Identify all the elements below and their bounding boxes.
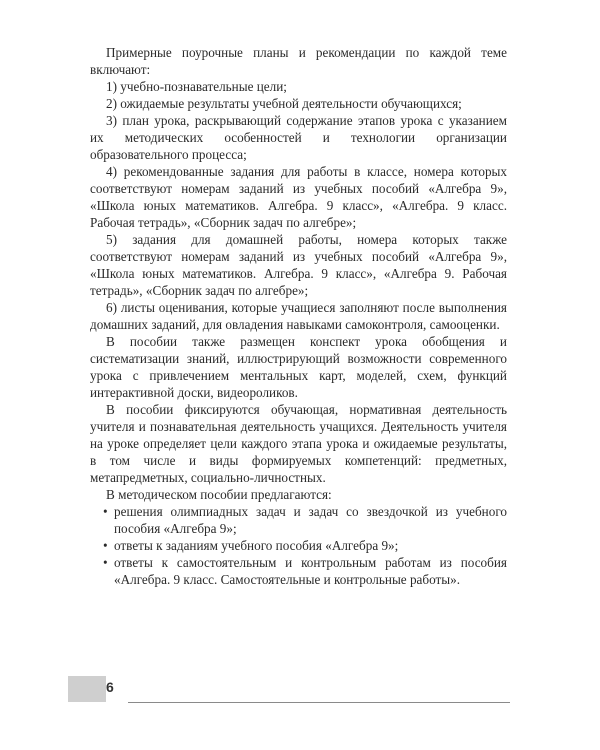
bullet-icon: • [103, 504, 108, 519]
footer-page-tab [68, 676, 106, 702]
paragraph-intro: Примерные поурочные планы и рекомендации по каждой теме включают: [90, 45, 507, 77]
paragraph-item-5: 5) задания для домашней работы, номера которых также соответствуют номерам заданий из учебных пособий «Алгебра 9», «Школа юных математиков. Алгебра. 9 класс», «Алгебра 9. Рабочая тетрадь», «Сборник задач по алгебре»; [90, 232, 507, 298]
list-item [90, 554, 507, 588]
page-number: 6 [106, 679, 114, 695]
paragraph-offers: В методическом пособии предлагаются: [106, 487, 332, 502]
bullet-icon: • [103, 555, 108, 570]
paragraph-item-6: 6) листы оценивания, которые учащиеся заполняют после выполнения домашних заданий, для овладения навыками самоконтроля, самооценки. [90, 300, 507, 332]
main-text [90, 44, 507, 588]
paragraph-item-2: 2) ожидаемые результаты учебной деятельности обучающихся; [106, 96, 462, 111]
list-item [90, 503, 507, 537]
paragraph-activity: В пособии фиксируются обучающая, нормативная деятельность учителя и познавательная деятельность учащихся. Деятельность учителя на уроке определяет цели каждого этапа урока и ожидаемые результаты, в том числе и виды формируемых компетенций: предметных, метапредметных, социально-личностных. [90, 402, 507, 485]
list-item [90, 537, 507, 554]
footer-divider [128, 702, 510, 703]
paragraph-summary: В пособии также размещен конспект урока обобщения и систематизации знаний, иллюстрирующий возможности современного урока с привлечением ментальных карт, моделей, схем, функций интерактивной доски, видеороликов. [90, 334, 507, 400]
bullet-list [90, 503, 507, 588]
paragraph-item-1: 1) учебно-познавательные цели; [106, 79, 287, 94]
paragraph-item-3: 3) план урока, раскрывающий содержание этапов урока с указанием их методических особенностей и технологии организации образовательного процесса; [90, 113, 507, 162]
bullet-icon: • [103, 538, 108, 553]
bullet-text: решения олимпиадных задач и задач со звездочкой из учебного пособия «Алгебра 9»; [114, 504, 507, 536]
paragraph-item-4: 4) рекомендованные задания для работы в классе, номера которых соответствуют номерам заданий из учебных пособий «Алгебра 9», «Школа юных математиков. Алгебра. 9 класс», «Алгебра. 9 класс. Рабочая тетрадь», «Сборник задач по алгебре»; [90, 164, 507, 230]
bullet-text: ответы к заданиям учебного пособия «Алгебра 9»; [114, 538, 399, 553]
bullet-text: ответы к самостоятельным и контрольным работам из пособия «Алгебра. 9 класс. Самостоятельные и контрольные работы». [114, 555, 507, 587]
